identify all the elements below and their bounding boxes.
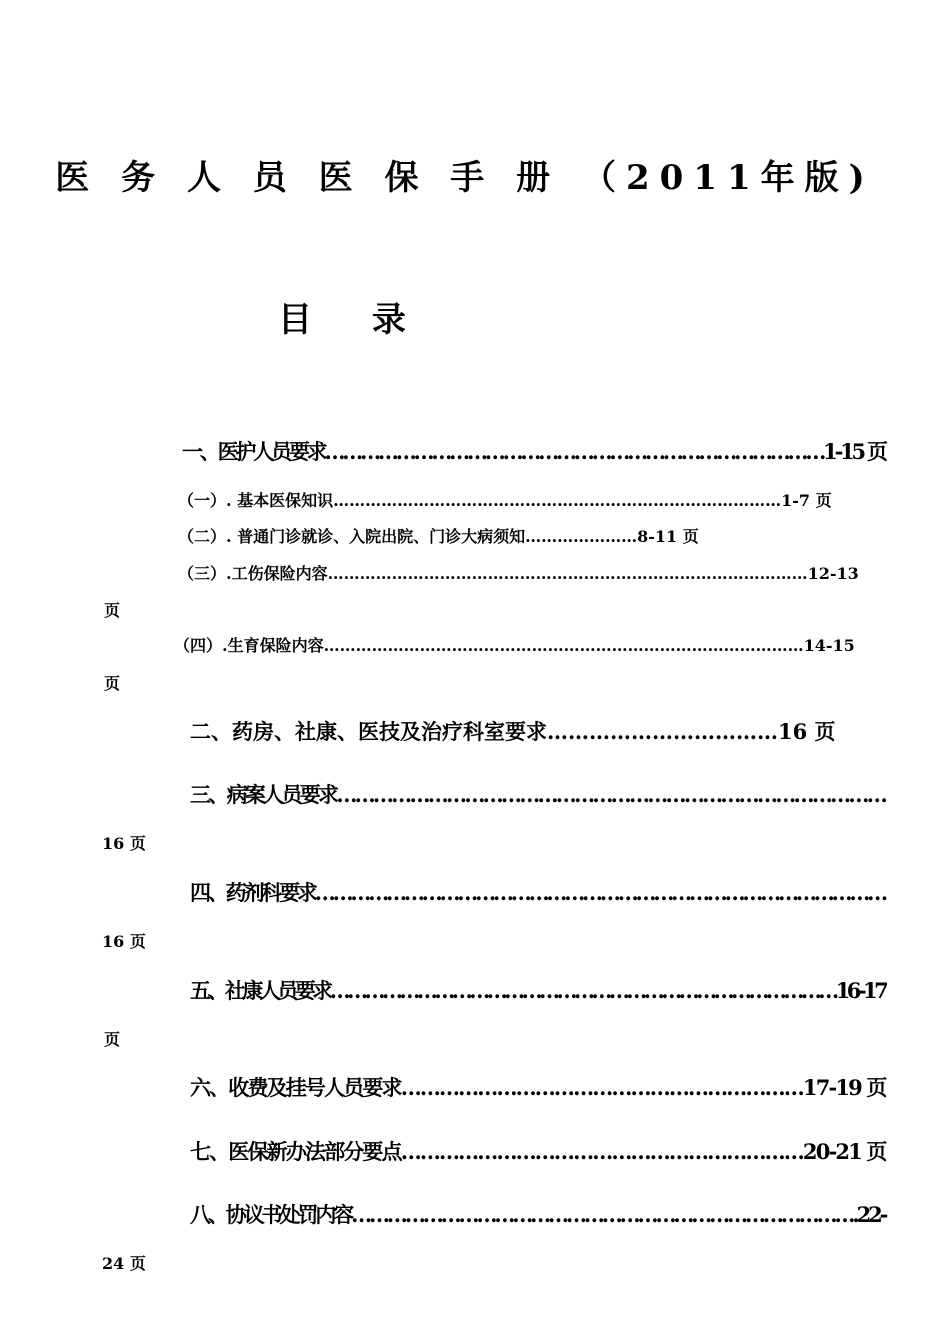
toc-entry-1-3-cont: 页 — [104, 601, 121, 620]
toc-entry-3-cont: 16 页 — [102, 834, 146, 853]
toc-entry-1-1: （一）. 基本医保知识…………………………………………………………………………1-7 页 — [178, 491, 832, 510]
toc-entry-1-2: （二）. 普通门诊就诊、入院出院、门诊大病须知…………………8-11 页 — [178, 527, 699, 546]
toc-heading: 目 录 — [278, 300, 430, 340]
toc-entry-7: 七、医保新办法部分要点………………………………………………………20-21 页 — [190, 1139, 886, 1164]
toc-entry-5-cont: 页 — [104, 1030, 121, 1049]
toc-entry-5: 五、社康人员要求……………………………………………………………………………16-17 — [190, 978, 886, 1003]
toc-entry-4-cont: 16 页 — [102, 932, 146, 951]
toc-entry-6: 六、收费及挂号人员要求………………………………………………………17-19 页 — [190, 1075, 886, 1100]
toc-entry-2: 二、药房、社康、医技及治疗科室要求……………………………16 页 — [190, 719, 836, 744]
toc-entry-1-3: （三）.工伤保险内容………………………………………………………………………………12-13 — [178, 564, 859, 583]
toc-entry-1-4-cont: 页 — [104, 674, 121, 693]
toc-entry-8-cont: 24 页 — [102, 1254, 146, 1273]
toc-entry-3: 三、病案人员要求……………………………………………………………………………… — [190, 782, 885, 807]
toc-entry-4: 四、药剂科要求…………………………………………………………………………………… — [190, 880, 885, 905]
document-title: 医 务 人 员 医 保 手 册 （2011年版) — [55, 158, 875, 198]
toc-entry-1-4: （四）.生育保险内容………………………………………………………………………………14-15 — [174, 636, 855, 655]
toc-entry-1: 一、医护人员要求…………………………………………………………………………1-15 页 — [182, 439, 885, 464]
toc-entry-8: 八、协议书处罚内容………………………………………………………………………….22- — [190, 1202, 886, 1227]
